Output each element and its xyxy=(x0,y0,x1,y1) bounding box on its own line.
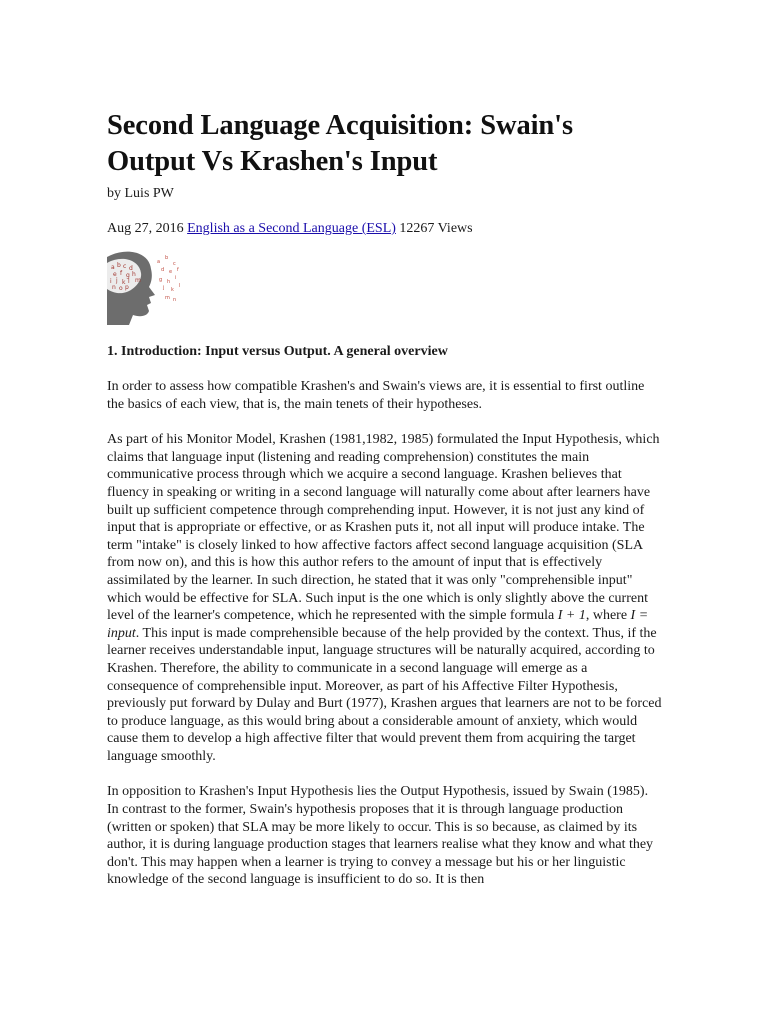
svg-text:l: l xyxy=(179,283,181,289)
svg-text:o: o xyxy=(119,285,123,292)
article-title: Second Language Acquisition: Swain's Output Vs Krashen's Input xyxy=(107,110,573,177)
svg-text:a: a xyxy=(111,264,115,271)
section-heading: 1. Introduction: Input versus Output. A general overview xyxy=(107,344,448,359)
svg-text:k: k xyxy=(122,279,126,286)
svg-text:d: d xyxy=(161,267,165,273)
svg-text:a: a xyxy=(157,259,161,265)
svg-text:c: c xyxy=(173,261,176,267)
svg-text:b: b xyxy=(165,255,169,261)
article-meta xyxy=(107,220,662,237)
publish-date: Aug 27, 2016 xyxy=(107,221,184,236)
paragraph-3: In opposition to Krashen's Input Hypothesis lies the Output Hypothesis, issued by Swain (1985). In contrast to the former, Swain's hypothesis proposes that it is through language production (written or spoken) that SLA may be more likely to occur. This is so because, as claimed by its author, it is during language production stages that learners realise what they know and what they don't. This may happen when a learner is trying to convey a message but his or her linguistic knowledge of the second language is insufficient to do so. It is then xyxy=(107,784,654,888)
paragraph-2-part-b: . This input is made comprehensible because of the help provided by the context. Thus, if the learner receives understandable input, language structures will be naturally acquired, according to Krashen. Therefore, the ability to communicate in a second language will emerge as a consequence of comprehensible input. Moreover, as part of his Affective Filter Hypothesis, previously put forward by Dulay and Burt (1977), Krashen argues that learners are not to be forced to produce language, as this would bring about a considerable amount of anxiety, which would cause them to develop a high affective filter that would prevent them from acquiring the target language smoothly. xyxy=(107,625,662,764)
formula-i-plus-1: I + 1 xyxy=(557,608,586,624)
svg-text:d: d xyxy=(129,265,133,272)
svg-text:n: n xyxy=(112,284,116,291)
svg-text:f: f xyxy=(120,270,123,277)
author-byline: by Luis PW xyxy=(107,186,174,201)
paragraph-2 xyxy=(107,431,662,765)
svg-text:h: h xyxy=(167,279,171,285)
formula-i-equals-input: I = input xyxy=(107,608,649,641)
svg-text:i: i xyxy=(110,278,112,285)
svg-text:j: j xyxy=(163,285,165,291)
svg-text:i: i xyxy=(175,275,177,281)
svg-text:p: p xyxy=(125,284,129,291)
svg-text:g: g xyxy=(126,272,130,279)
svg-text:b: b xyxy=(117,262,121,269)
formula-where: , where xyxy=(585,608,631,624)
svg-text:n: n xyxy=(173,297,177,303)
view-count: 12267 Views xyxy=(399,221,473,236)
svg-text:f: f xyxy=(177,267,179,273)
svg-text:j: j xyxy=(116,277,118,284)
svg-text:g: g xyxy=(159,277,163,283)
paragraph-2-part-a: As part of his Monitor Model, Krashen (1981,1982, 1985) formulated the Input Hypothesis, which claims that language input (listening and reading comprehension) constitutes the main communicative process through which we acquire a second language. Krashen believes that fluency in speaking or writing in a second language will naturally come about after learners have built up sufficient competence through comprehending input. However, it is not just any kind of input that is appropriate or effective, or as Krashen puts it, not all input will produce intake. The term "intake" is closely linked to how affective factors affect second language acquisition (SLA from now on), and this is how this author refers to the amount of input that is effectively assimilated by the learner. In such direction, he stated that it was only "comprehensible input" which would be effective for SLA. Such input is the one which is only slightly above the current level of the learner's competence, which he represented with the simple formula xyxy=(107,432,660,624)
category-link[interactable]: English as a Second Language (ESL) xyxy=(187,221,396,236)
svg-text:e: e xyxy=(169,269,173,275)
head-profile-with-letters-icon xyxy=(107,249,184,325)
article xyxy=(107,108,662,889)
svg-text:m: m xyxy=(165,295,170,301)
svg-text:k: k xyxy=(171,287,174,293)
svg-text:l: l xyxy=(128,278,130,285)
paragraph-1: In order to assess how compatible Krashen's and Swain's views are, it is essential to first outline the basics of each view, that is, the main tenets of their hypotheses. xyxy=(107,379,645,412)
svg-text:e: e xyxy=(113,271,117,278)
svg-text:h: h xyxy=(132,271,136,278)
svg-text:m: m xyxy=(135,277,141,284)
svg-text:c: c xyxy=(123,263,127,270)
